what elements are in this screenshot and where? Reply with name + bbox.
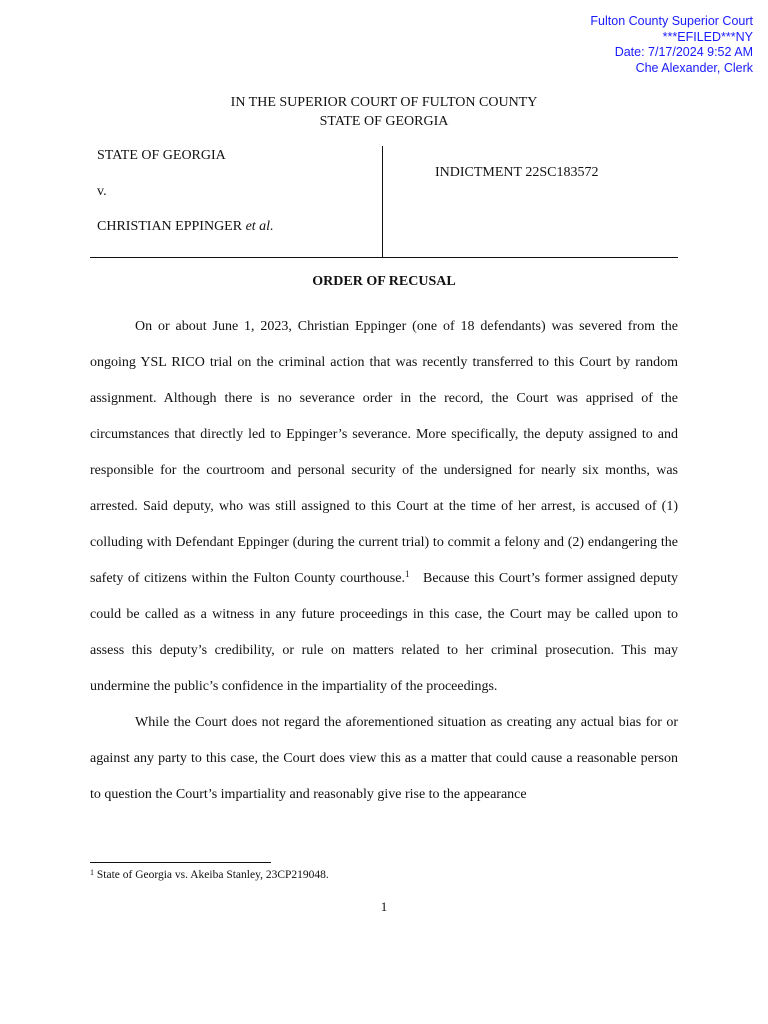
court-heading-line-1: IN THE SUPERIOR COURT OF FULTON COUNTY bbox=[230, 95, 538, 110]
page-number: 1 bbox=[380, 899, 388, 914]
paragraph-1-part-b: Because this Court’s former assigned deputy could be called as a witness in any future proceedings in this case, the Court may be called upon to assess this deputy’s credibility, or rule on matters related to her criminal prosecution. This may undermine the public’s confidence in the impartiality of the proceedings. bbox=[90, 571, 682, 694]
caption-indictment: INDICTMENT 22SC183572 bbox=[435, 165, 599, 180]
footnote-reference[interactable]: 1 bbox=[404, 569, 410, 579]
court-heading bbox=[0, 93, 768, 131]
caption-defendant bbox=[97, 218, 274, 236]
stamp-court: Fulton County Superior Court bbox=[590, 14, 753, 28]
stamp-clerk: Che Alexander, Clerk bbox=[635, 60, 753, 75]
caption-et-al: et al. bbox=[245, 219, 274, 234]
stamp-date: Date: 7/17/2024 9:52 AM bbox=[614, 45, 753, 59]
order-body bbox=[90, 309, 682, 813]
paragraph-1-part-a: On or about June 1, 2023, Christian Eppinger (one of 18 defendants) was severed from the ongoing YSL RICO trial on the criminal action that was recently transferred to this Court by random assignment. Although there is no severance order in the record, the Court was apprised of the circumstances that directly led to Eppinger’s severance. More specifically, the deputy assigned to and responsible for the courtroom and personal security of the undersigned for nearly six months, was arrested. Said deputy, who was still assigned to this Court at the time of her arrest, is accused of (1) colluding with Defendant Eppinger (during the current trial) to commit a felony and (2) endangering the safety of citizens within the Fulton County courthouse. bbox=[90, 319, 678, 586]
footnote-separator bbox=[90, 862, 271, 863]
order-title: ORDER OF RECUSAL bbox=[312, 274, 456, 289]
caption-versus: v. bbox=[97, 184, 107, 199]
footnote-number: 1 bbox=[90, 868, 94, 877]
case-caption bbox=[90, 146, 678, 258]
efile-stamp bbox=[590, 14, 753, 76]
paragraph-1 bbox=[90, 309, 682, 705]
paragraph-2: While the Court does not regard the aforementioned situation as creating any actual bias for or against any party to this case, the Court does view this as a matter that could cause a reasonable person to question the Court’s impartiality and reasonably give rise to the appearance bbox=[90, 715, 678, 802]
stamp-efiled: ***EFILED***NY bbox=[662, 29, 753, 44]
court-heading-line-2: STATE OF GEORGIA bbox=[319, 114, 449, 129]
footnote bbox=[90, 867, 329, 883]
caption-plaintiff: STATE OF GEORGIA bbox=[97, 148, 226, 163]
caption-divider bbox=[382, 146, 383, 257]
footnote-text: State of Georgia vs. Akeiba Stanley, 23CP219048. bbox=[94, 869, 329, 881]
caption-defendant-name: CHRISTIAN EPPINGER bbox=[97, 219, 243, 234]
